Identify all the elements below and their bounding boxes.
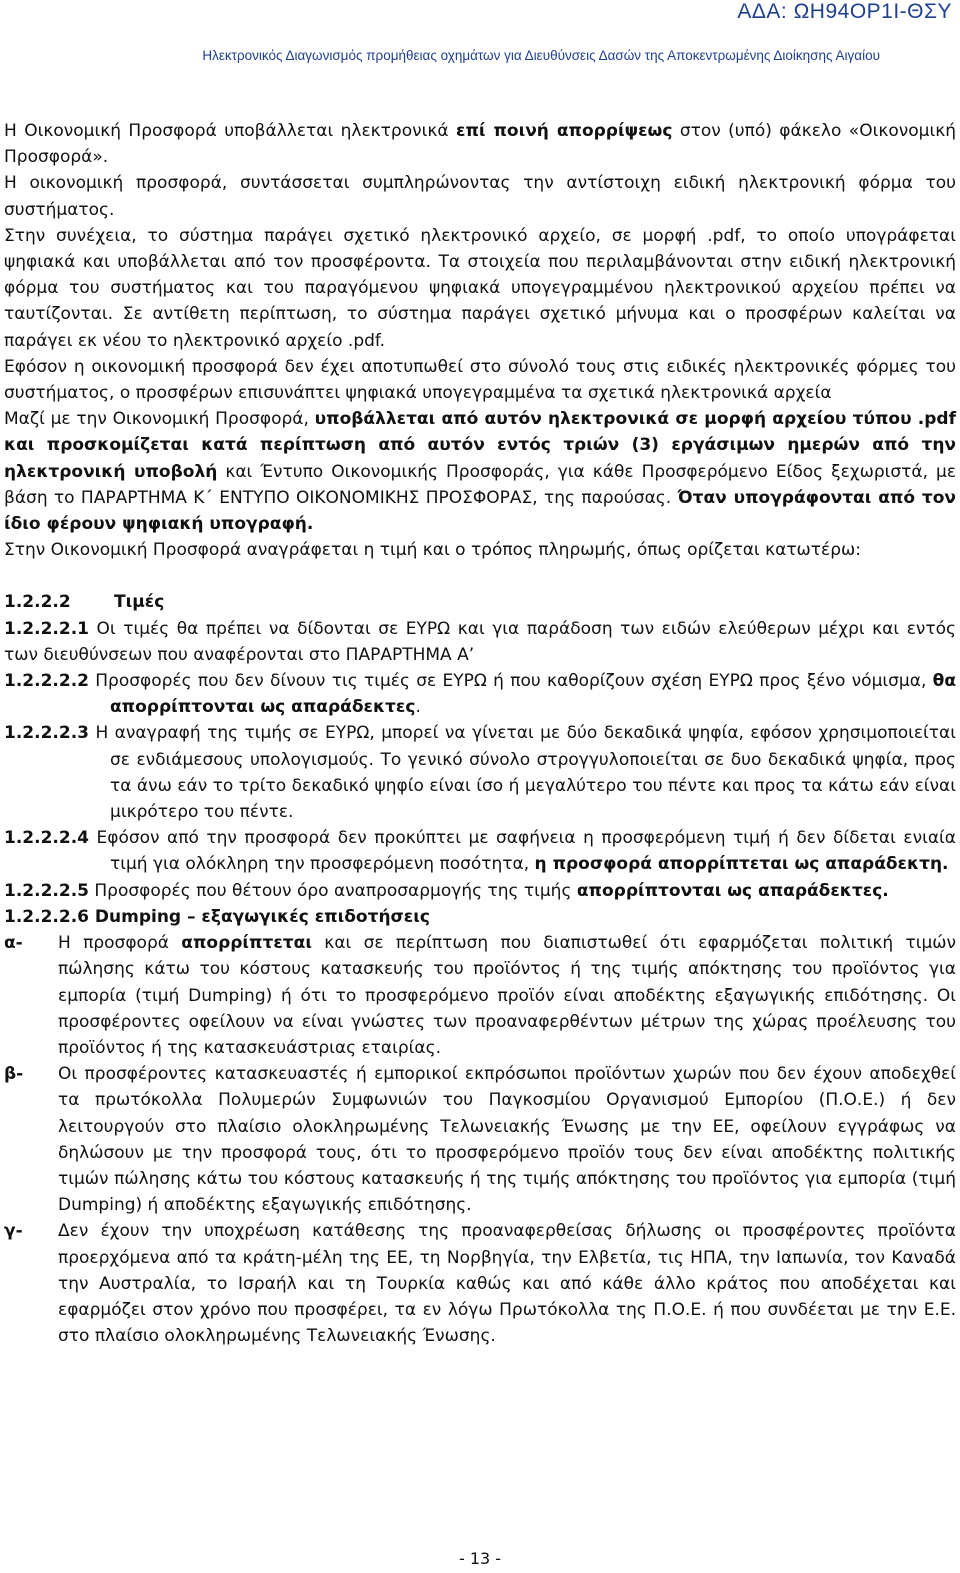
clause-1: 1.2.2.2.1 Οι τιμές θα πρέπει να δίδονται σε ΕΥΡΩ και για παράδοση των ειδών ελεύθερων μέχρι και εντός των διευθύνσεων που αναφέρονται στο ΠΑΡΑΡΤΗΜΑ Α’ [4,618,956,665]
paragraph: Μαζί με την Οικονομική Προσφορά, υποβάλλεται από αυτόν ηλεκτρονικά σε μορφή αρχείου τύπου .pdf και προσκομίζεται κατά περίπτωση από αυτόν εντός τριών (3) εργάσιμων ημερών από την ηλεκτρονική υποβολή και Έντυπο Οικονομικής Προσφοράς, για κάθε Προσφερόμενο Είδος ξεχωριστά, με βάση το ΠΑΡΑΡΤΗΜΑ Κ΄ ΕΝΤΥΠΟ ΟΙΚΟΝΟΜΙΚΗΣ ΠΡΟΣΦΟΡΑΣ, της παρούσας. Όταν υπογράφονται από τον ίδιο φέρουν ψηφιακή υπογραφή. [4,409,957,535]
clause-4: 1.2.2.2.4 Εφόσον από την προσφορά δεν προκύπτει με σαφήνεια η προσφερόμενη τιμή ή δεν δίδεται ενιαία τιμή για ολόκληρη την προσφερόμενη ποσότητα, η προσφορά απορρίπτεται ως απαράδεκτη. [4,828,956,875]
list-label: γ- [4,1221,23,1242]
document-subtitle: Ηλεκτρονικός Διαγωνισμός προμήθειας οχημάτων για Διευθύνσεις Δασών της Αποκεντρωμένης Διοίκησης Αιγαίου [202,48,880,63]
clause-2: 1.2.2.2.2 Προσφορές που δεν δίνουν τις τιμές σε ΕΥΡΩ ή που καθορίζουν σχέση ΕΥΡΩ προς ξένο νόμισμα, θα απορρίπτονται ως απαράδεκτες. [4,671,956,718]
clause-6: 1.2.2.2.6 Dumping – εξαγωγικές επιδοτήσεις [4,906,430,927]
clause-5: 1.2.2.2.5 Προσφορές που θέτουν όρο αναπροσαρμογής της τιμής απορρίπτονται ως απαράδεκτες. [4,880,889,901]
ada-code: ΑΔΑ: ΩΗ94ΟΡ1Ι-ΘΣΥ [737,0,952,23]
paragraph: Η Οικονομική Προσφορά υποβάλλεται ηλεκτρονικά επί ποινή απορρίψεως στον (υπό) φάκελο «Οικονομική Προσφορά». [4,121,957,168]
paragraph: Στην Οικονομική Προσφορά αναγράφεται η τιμή και ο τρόπος πληρωμής, όπως ορίζεται κατωτέρω: [4,540,861,561]
document-body [4,118,956,1349]
list-item-b: β- Οι προσφέροντες κατασκευαστές ή εμπορικοί εκπρόσωποι προϊόντων χωρών που δεν έχουν αποδεχθεί τα πρωτόκολλα Πολυμερών Συμφωνιών του Παγκοσμίου Οργανισμού Εμπορίου (Π.Ο.Ε.) ή δεν λειτουργούν στο πλαίσιο ολοκληρωμένης Τελωνειακής Ένωσης με την ΕΕ, οφείλουν εγγράφως να δηλώσουν με την προσφορά τους, ότι το προσφερόμενο προϊόν τους δεν είναι αποδέκτης πολιτικής τιμών πώλησης κάτω του κόστους κατασκευής ή της τιμής απόκτησης του προϊόντος για εμπορία (τιμή Dumping) ή αποδέκτης εξαγωγικής επιδότησης. [4,1061,956,1218]
list-label: β- [4,1064,24,1085]
paragraph: Εφόσον η οικονομική προσφορά δεν έχει αποτυπωθεί στο σύνολό τους στις ειδικές ηλεκτρονικές φόρμες του συστήματος, ο προσφέρων επισυνάπτει ψηφιακά υπογεγραμμένα τα σχετικά ηλεκτρονικά αρχεία [4,356,956,404]
list-item-a: α- Η προσφορά απορρίπτεται και σε περίπτωση που διαπιστωθεί ότι εφαρμόζεται πολιτική τιμών πώλησης κάτω του κόστους κατασκευής του προϊόντος ή της τιμής απόκτησης του προϊόντος για εμπορία (τιμή Dumping) ή ότι το προσφερόμενο προϊόν είναι αποδέκτης εξαγωγικής επιδότησης. Οι προσφέροντες οφείλουν να είναι γνώστες των προαναφερθέντων μέτρων της χώρας προέλευσης του προϊόντος ή της κατασκευάστριας εταιρίας. [4,930,956,1061]
list-item-c: γ- Δεν έχουν την υποχρέωση κατάθεσης της προαναφερθείσας δήλωσης οι προσφέροντες προϊόντα προερχόμενα από τα κράτη-μέλη της ΕΕ, τη Νορβηγία, την Ελβετία, τις ΗΠΑ, την Ιαπωνία, τον Καναδά την Αυστραλία, το Ισραήλ και τη Τουρκία καθώς και από κάθε άλλο κράτος που αποδέχεται και εφαρμόζει στον χρόνο που προσφέρει, τα εν λόγω Πρωτόκολλα της Π.Ο.Ε. ή που συνδέεται με την Ε.Ε. στο πλαίσιο ολοκληρωμένης Τελωνειακής Ένωσης. [4,1218,956,1349]
paragraph: Η οικονομική προσφορά, συντάσσεται συμπληρώνοντας την αντίστοιχη ειδική ηλεκτρονική φόρμα του συστήματος. [4,173,956,220]
list-label: α- [4,933,23,954]
clause-3: 1.2.2.2.3 Η αναγραφή της τιμής σε ΕΥΡΩ, μπορεί να γίνεται με δύο δεκαδικά ψηφία, εφόσον χρησιμοποιείται σε ενδιάμεσους υπολογισμούς. Το γενικό σύνολο στρογγυλοποιείται σε δυο δεκαδικά ψηφία, προς τα άνω εάν το τρίτο δεκαδικό ψηφίο είναι ίσο ή μεγαλύτερο του πέντε και προς τα κάτω εάν είναι μικρότερο του πέντε. [4,723,956,823]
section-heading: 1.2.2.2 Τιμές [4,592,165,613]
page-number: - 13 - [458,1549,502,1568]
paragraph: Στην συνέχεια, το σύστημα παράγει σχετικό ηλεκτρονικό αρχείο, σε μορφή .pdf, το οποίο υπογράφεται ψηφιακά και υποβάλλεται από τον προσφέροντα. Τα στοιχεία που περιλαμβάνονται στην ειδική ηλεκτρονική φόρμα του συστήματος και του παραγόμενου ψηφιακά υπογεγραμμένου ηλεκτρονικού αρχείου πρέπει να ταυτίζονται. Σε αντίθετη περίπτωση, το σύστημα παράγει σχετικό μήνυμα και ο προσφέρων καλείται να παράγει εκ νέου το ηλεκτρονικό αρχείο .pdf. [4,225,956,351]
